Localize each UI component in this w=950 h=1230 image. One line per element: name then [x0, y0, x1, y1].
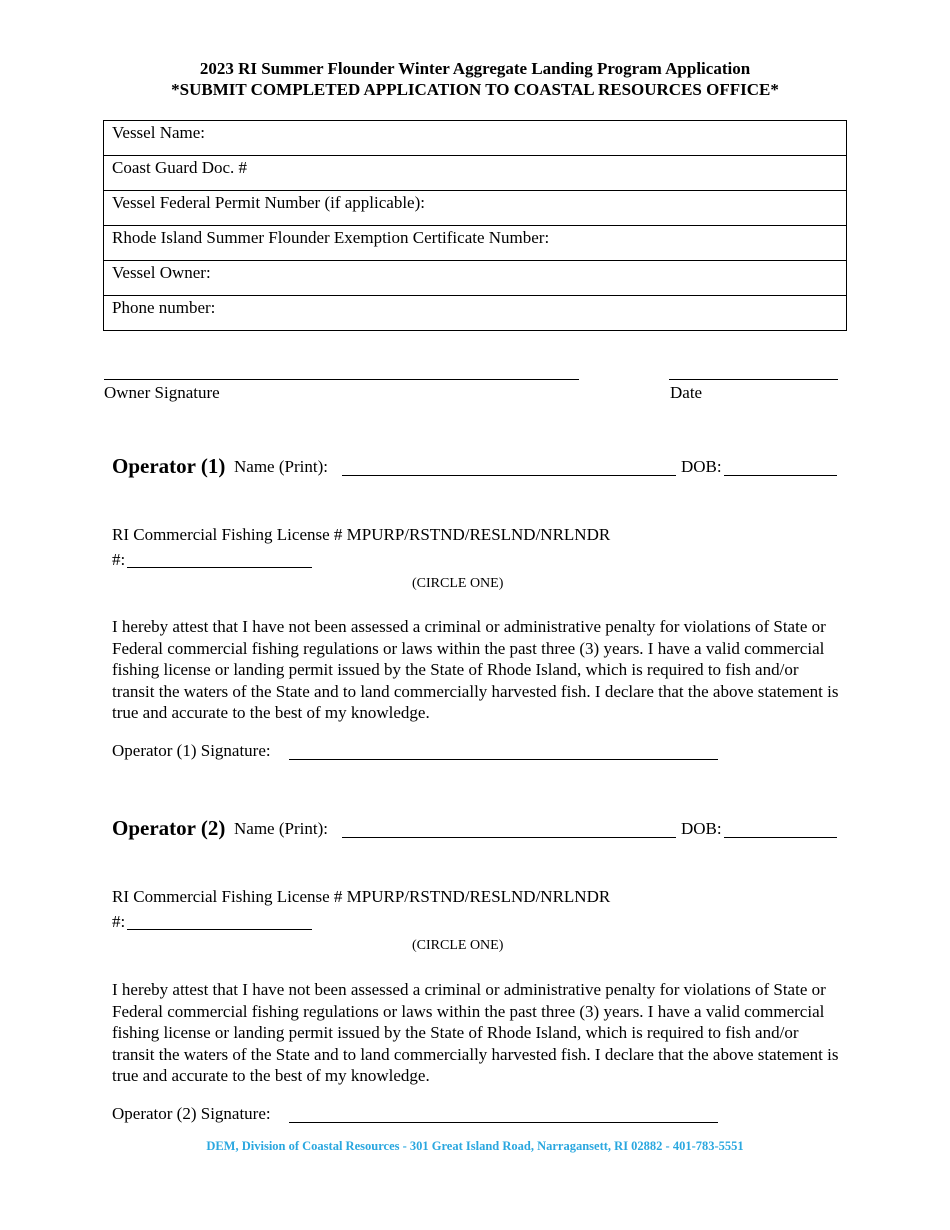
- operator-1-signature-label: Operator (1) Signature:: [112, 741, 271, 760]
- owner-signature-label: Owner Signature: [104, 383, 220, 402]
- coast-guard-doc-row[interactable]: [104, 156, 847, 191]
- vessel-name-row[interactable]: [104, 121, 847, 156]
- vessel-name-field[interactable]: Vessel Name:: [104, 121, 847, 156]
- operator-2-heading: Operator (2): [112, 816, 226, 840]
- vessel-owner-field[interactable]: Vessel Owner:: [104, 261, 847, 296]
- operator-1-heading: Operator (1): [112, 454, 226, 478]
- operator-2-name-label: Name (Print):: [234, 819, 328, 838]
- operator-2-dob-label: DOB:: [681, 819, 722, 838]
- operator-2-attestation: I hereby attest that I have not been assessed a criminal or administrative penalty for violations of State or Federal commercial fishing regulations or laws within the past three (3) years. I have a valid commercial fishing license or landing permit issued by the State of Rhode Island, which is required to fish and/or transit the waters of the State and to land commercially harvested fish. I declare that the above statement is true and accurate to the best of my knowledge.: [112, 980, 839, 1085]
- vessel-info-table: [103, 120, 847, 331]
- operator-1-license-label: RI Commercial Fishing License # MPURP/RSTND/RESLND/NRLNDR: [112, 525, 611, 544]
- operator-1-name-label: Name (Print):: [234, 457, 328, 476]
- operator-1-name-line[interactable]: [342, 475, 676, 476]
- owner-signature-line[interactable]: [104, 379, 579, 380]
- page-title: 2023 RI Summer Flounder Winter Aggregate Landing Program Application: [199, 59, 751, 78]
- operator-2-circle-note: (CIRCLE ONE): [412, 938, 504, 953]
- operator-1-license-number-line[interactable]: [127, 567, 312, 568]
- phone-number-field[interactable]: Phone number:: [104, 296, 847, 331]
- operator-2-signature-line[interactable]: [289, 1122, 718, 1123]
- phone-number-row[interactable]: [104, 296, 847, 331]
- owner-date-label: Date: [670, 383, 703, 402]
- operator-2-dob-line[interactable]: [724, 837, 837, 838]
- operator-1-circle-note: (CIRCLE ONE): [412, 576, 504, 591]
- exemption-certificate-row[interactable]: [104, 226, 847, 261]
- federal-permit-field[interactable]: Vessel Federal Permit Number (if applicable):: [104, 191, 847, 226]
- operator-2-license-number-label: #:: [112, 912, 126, 931]
- federal-permit-row[interactable]: [104, 191, 847, 226]
- operator-1-signature-line[interactable]: [289, 759, 718, 760]
- operator-1-attestation: I hereby attest that I have not been assessed a criminal or administrative penalty for violations of State or Federal commercial fishing regulations or laws within the past three (3) years. I have a valid commercial fishing license or landing permit issued by the State of Rhode Island, which is required to fish and/or transit the waters of the State and to land commercially harvested fish. I declare that the above statement is true and accurate to the best of my knowledge.: [112, 617, 839, 722]
- exemption-certificate-field[interactable]: Rhode Island Summer Flounder Exemption Certificate Number:: [104, 226, 847, 261]
- coast-guard-doc-field[interactable]: Coast Guard Doc. #: [104, 156, 847, 191]
- vessel-owner-row[interactable]: [104, 261, 847, 296]
- operator-2-signature-label: Operator (2) Signature:: [112, 1104, 271, 1123]
- operator-1-dob-line[interactable]: [724, 475, 837, 476]
- footer-contact: DEM, Division of Coastal Resources - 301 Great Island Road, Narragansett, RI 02882 - 401-783-5551: [206, 1139, 744, 1153]
- submit-instruction: *SUBMIT COMPLETED APPLICATION TO COASTAL RESOURCES OFFICE*: [171, 80, 779, 99]
- operator-2-license-number-line[interactable]: [127, 929, 312, 930]
- operator-1-license-number-label: #:: [112, 550, 126, 569]
- operator-2-name-line[interactable]: [342, 837, 676, 838]
- operator-2-license-label: RI Commercial Fishing License # MPURP/RSTND/RESLND/NRLNDR: [112, 887, 611, 906]
- owner-date-line[interactable]: [669, 379, 838, 380]
- operator-1-dob-label: DOB:: [681, 457, 722, 476]
